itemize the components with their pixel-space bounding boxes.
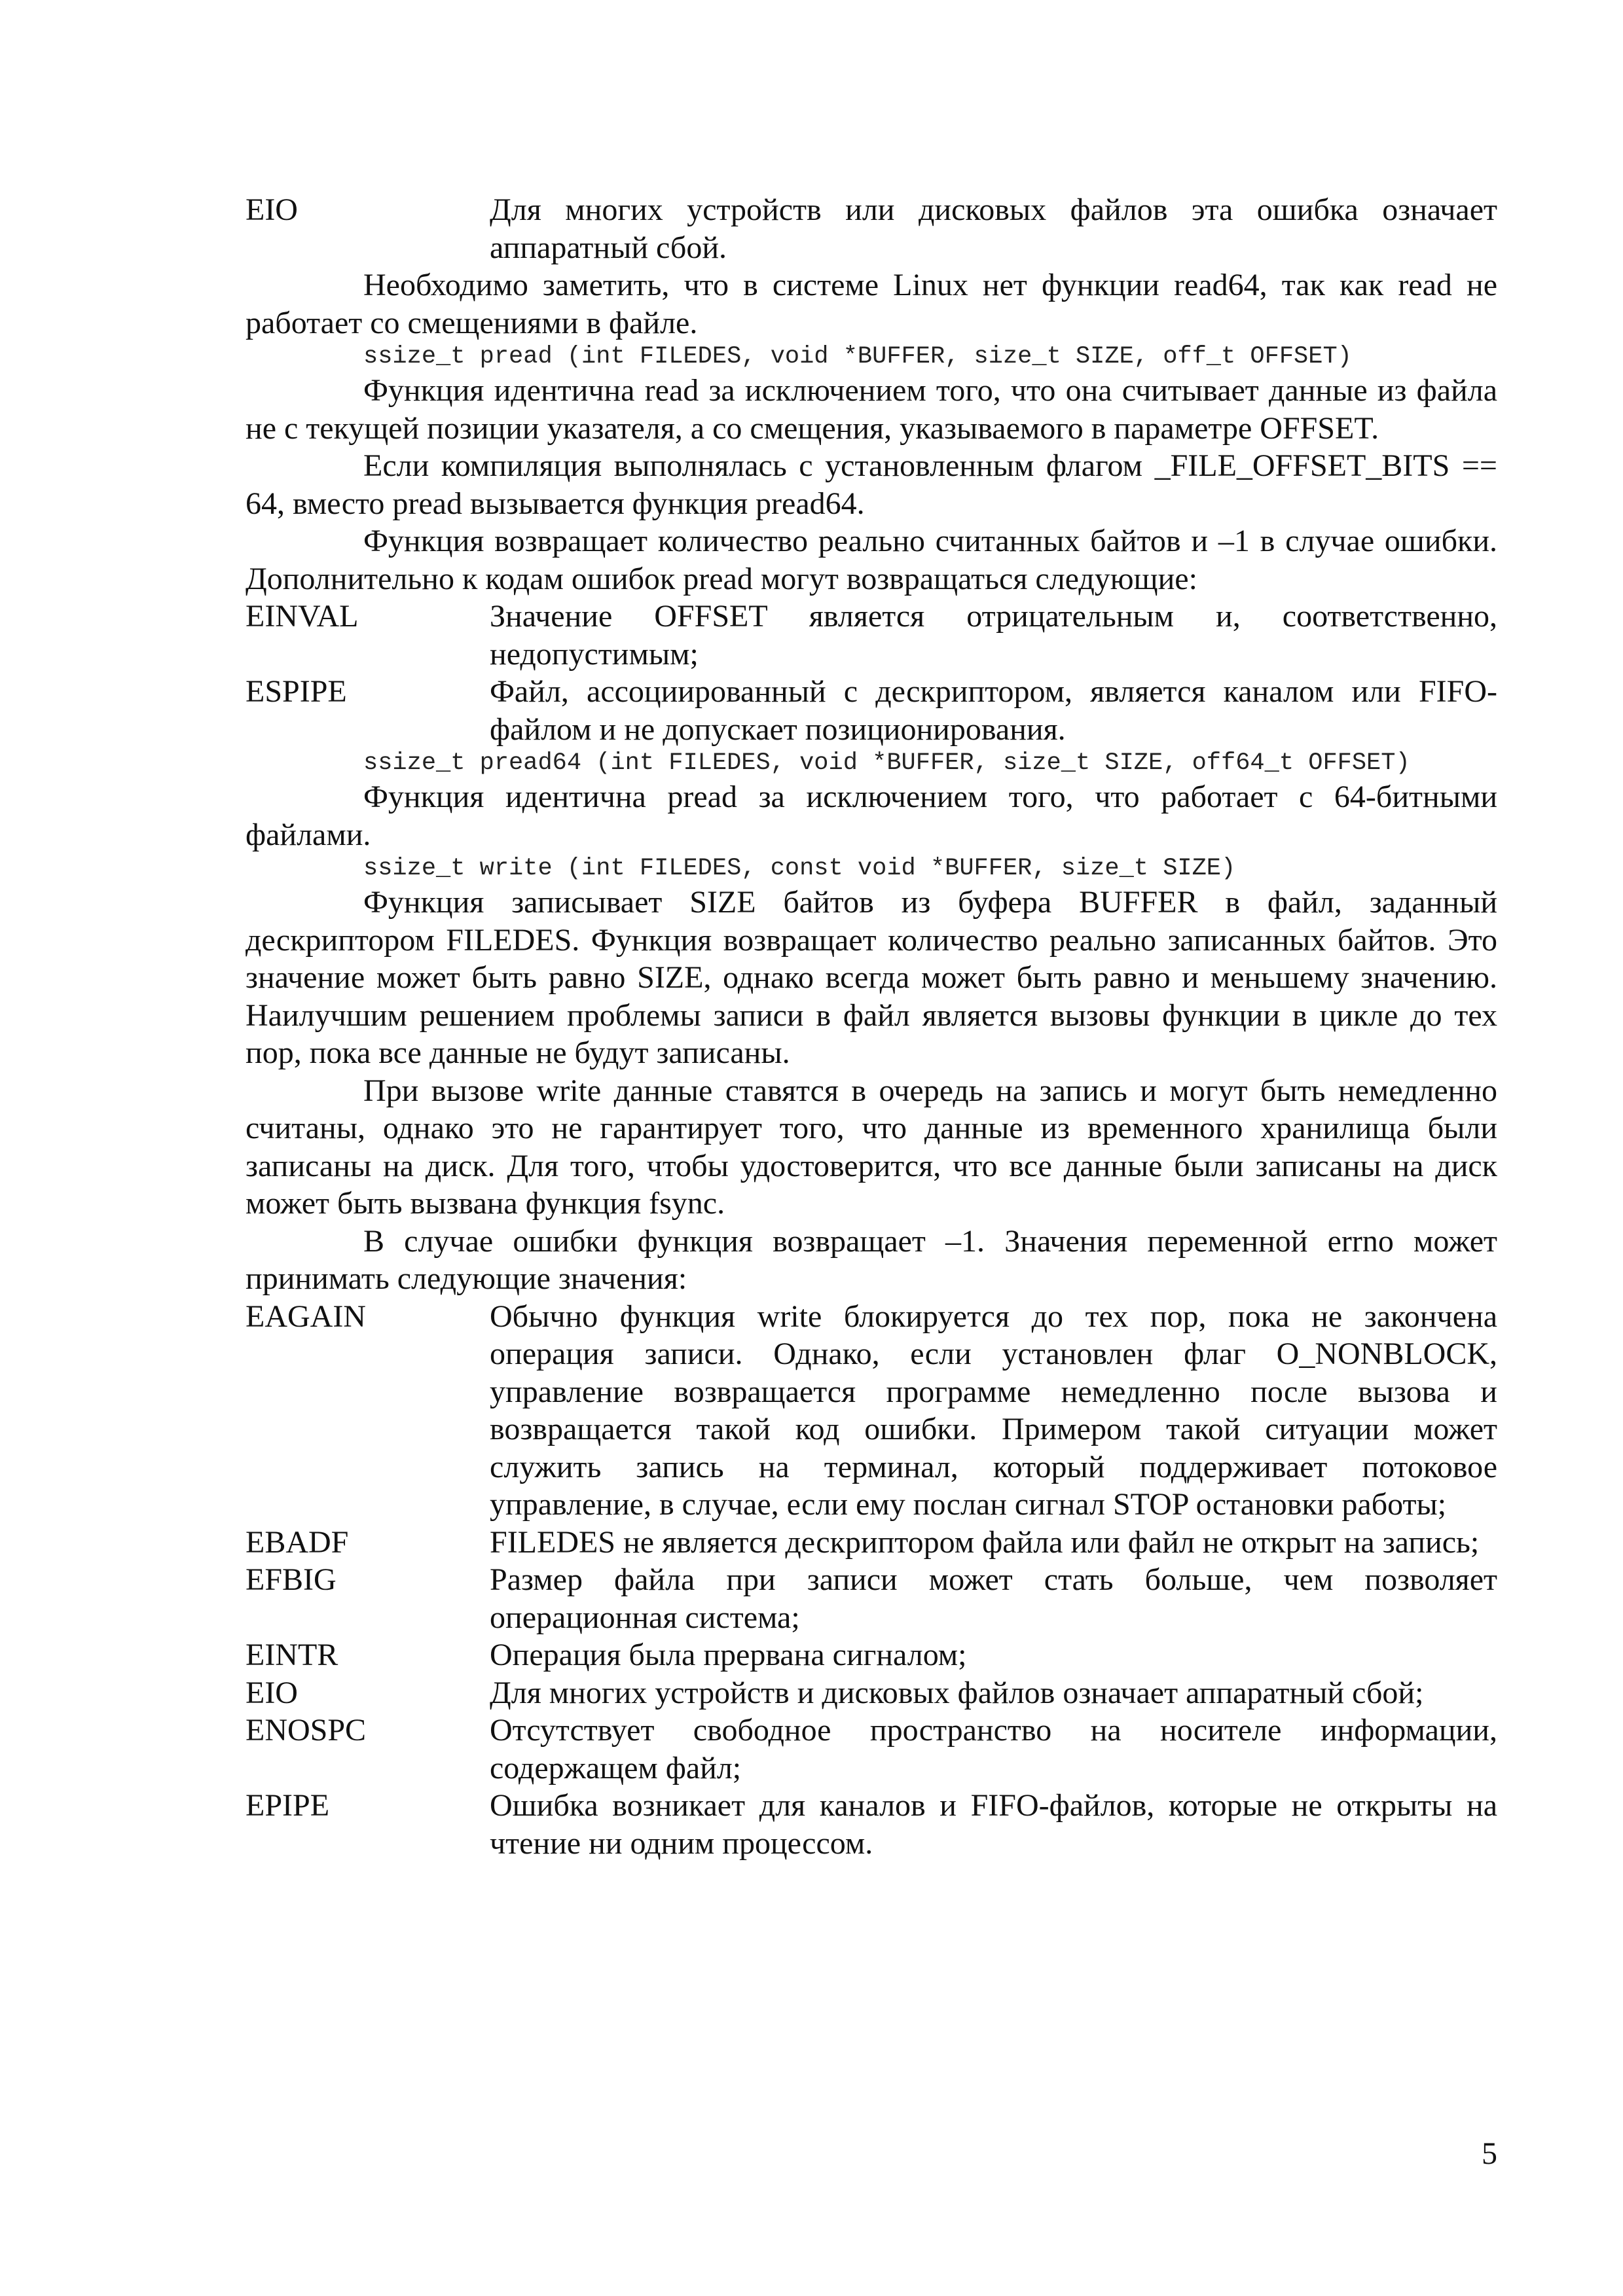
definition-description: Файл, ассоциированный с дескриптором, является каналом или FIFO-файлом и не допускает позиционирования. — [490, 674, 1497, 747]
definition-description: Для многих устройств и дисковых файлов означает аппаратный сбой; — [490, 1675, 1424, 1710]
paragraph-write-queue: При вызове write данные ставятся в очередь на запись и могут быть немедленно считаны, однако это не гарантирует того, что данные из временного хранилища были записаны на диск. Для того, чтобы удостоверится, что все данные были записаны на диск может быть вызвана функция fsync. — [246, 1073, 1497, 1221]
paragraph-file-offset-bits: Если компиляция выполнялась с установленным флагом _FILE_OFFSET_BITS == 64, вместо pread вызывается функция pread64. — [246, 448, 1497, 521]
definition-term: EAGAIN — [246, 1299, 366, 1334]
definition-enospc — [246, 1712, 1497, 1787]
definition-description: Для многих устройств или дисковых файлов эта ошибка означает аппаратный сбой. — [490, 192, 1497, 265]
definition-description: Размер файла при записи может стать больше, чем позволяет операционная система; — [490, 1562, 1497, 1635]
definition-eagain — [246, 1298, 1497, 1524]
definition-epipe — [246, 1787, 1497, 1862]
definition-description: Значение OFFSET является отрицательным и, соответственно, недопустимым; — [490, 599, 1497, 672]
definition-term: EBADF — [246, 1524, 349, 1560]
code-signature-pread64: ssize_t pread64 (int FILEDES, void *BUFFER, size_t SIZE, off64_t OFFSET) — [363, 749, 1410, 777]
paragraph-pread64-description: Функция идентична pread за исключением того, что работает с 64-битными файлами. — [246, 780, 1497, 852]
definition-description: Операция была прервана сигналом; — [490, 1638, 967, 1672]
definition-term: ENOSPC — [246, 1713, 367, 1748]
definition-term: EIO — [246, 192, 298, 227]
definition-term: EINVAL — [246, 599, 359, 634]
definition-term: EPIPE — [246, 1788, 330, 1823]
definition-eio-intro — [246, 191, 1497, 266]
definition-term: EFBIG — [246, 1562, 337, 1597]
code-signature-write: ssize_t write (int FILEDES, const void *BUFFER, size_t SIZE) — [363, 855, 1236, 882]
definition-term: EINTR — [246, 1638, 338, 1672]
definition-term: EIO — [246, 1675, 298, 1710]
definition-description: Отсутствует свободное пространство на носителе информации, содержащем файл; — [490, 1713, 1497, 1785]
definition-einval — [246, 598, 1497, 673]
paragraph-pread-description: Функция идентична read за исключением того, что она считывает данные из файла не с текущей позиции указателя, а со смещения, указываемого в параметре OFFSET. — [246, 373, 1497, 446]
paragraph-read64-note: Необходимо заметить, что в системе Linux нет функции read64, так как read не работает со смещениями в файле. — [246, 268, 1497, 340]
document-body — [246, 191, 1497, 1862]
definition-description: FILEDES не является дескриптором файла или файл не открыт на запись; — [490, 1524, 1480, 1560]
page-number: 5 — [1482, 2136, 1497, 2171]
definition-term: ESPIPE — [246, 674, 347, 709]
definition-eio — [246, 1674, 1497, 1712]
definition-description: Ошибка возникает для каналов и FIFO-файлов, которые не открыты на чтение ни одним процессом. — [490, 1788, 1497, 1861]
definition-espipe — [246, 673, 1497, 748]
definition-eintr — [246, 1636, 1497, 1674]
paragraph-write-errors-intro: В случае ошибки функция возвращает –1. Значения переменной errno может принимать следующие значения: — [246, 1223, 1497, 1296]
definition-efbig — [246, 1561, 1497, 1636]
definition-description: Обычно функция write блокируется до тех пор, пока не закончена операция записи. Однако, если установлен флаг O_NONBLOCK, управление возвращается программе немедленно после вызова и возвращается такой код ошибки. Примером такой ситуации может служить запись на терминал, который поддерживает потоковое управление, в случае, если ему послан сигнал STOP остановки работы; — [490, 1299, 1497, 1522]
paragraph-pread-return: Функция возвращает количество реально считанных байтов и –1 в случае ошибки. Дополнительно к кодам ошибок pread могут возвращаться следующие: — [246, 524, 1497, 596]
paragraph-write-description: Функция записывает SIZE байтов из буфера BUFFER в файл, заданный дескриптором FILEDES. Функция возвращает количество реально записанных байтов. Это значение может быть равно SIZE, однако всегда может быть равно и меньшему значению. Наилучшим решением проблемы записи в файл является вызовы функции в цикле до тех пор, пока все данные не будут записаны. — [246, 885, 1497, 1070]
definition-ebadf — [246, 1524, 1497, 1562]
code-signature-pread: ssize_t pread (int FILEDES, void *BUFFER, size_t SIZE, off_t OFFSET) — [363, 343, 1352, 370]
